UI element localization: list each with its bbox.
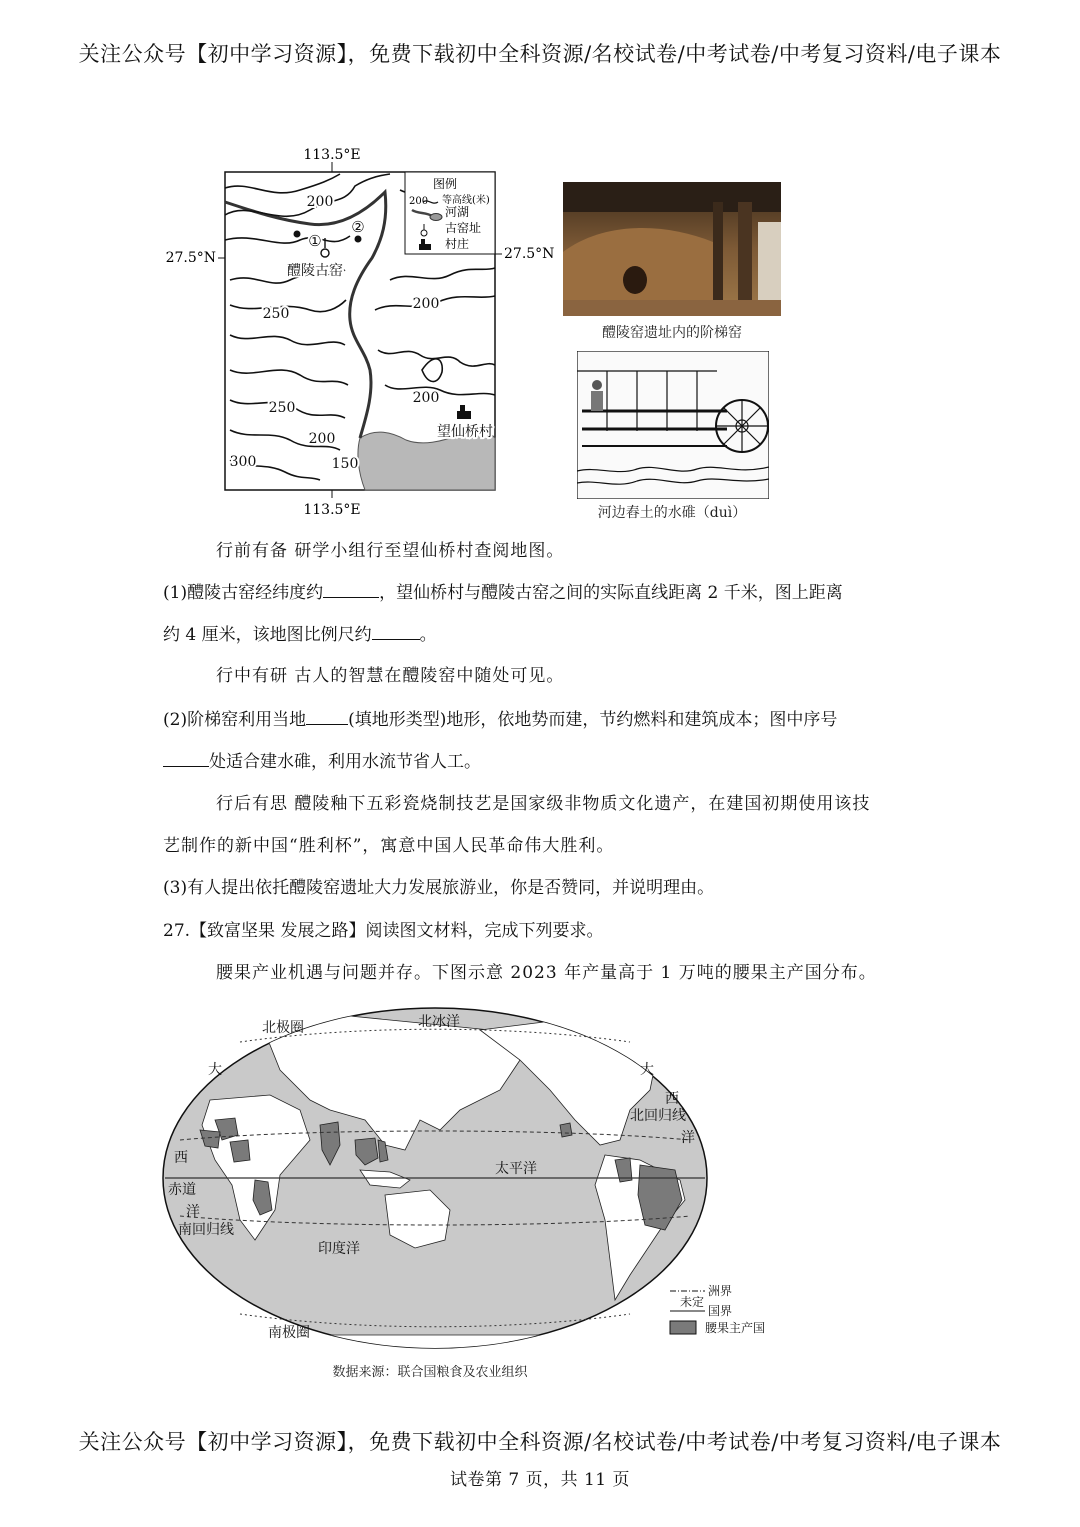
atlantic-right-1: 大 bbox=[640, 1062, 654, 1078]
world-cashew-map bbox=[160, 1000, 780, 1350]
page-number: 试卷第 7 页，共 11 页 bbox=[449, 1470, 631, 1490]
contour-label: 250 bbox=[268, 400, 296, 416]
footer-banner: 关注公众号【初中学习资源】，免费下载初中全科资源/名校试卷/中考试卷/中考复习资料/电子课本 bbox=[78, 1430, 1002, 1454]
point-2-label: ② bbox=[351, 218, 365, 236]
kiln-label: 醴陵古窑 bbox=[287, 263, 343, 279]
intro-3-line-2: 艺制作的新中国“胜利杯”，寓意中国人民革命伟大胜利。 bbox=[163, 836, 615, 856]
ocean-right-label: 洋 bbox=[681, 1130, 695, 1146]
step-kiln-photo bbox=[563, 182, 781, 316]
contour-label: 250 bbox=[262, 306, 290, 322]
arctic-ocean-label: 北冰洋 bbox=[418, 1014, 460, 1030]
contour-map bbox=[160, 140, 560, 520]
legend-cashew-producer: 腰果主产国 bbox=[705, 1321, 766, 1335]
question-3: (3)有人提出依托醴陵窑遗址大力发展旅游业，你是否赞同，并说明理由。 bbox=[163, 878, 715, 898]
atlantic-right-2: 西 bbox=[665, 1091, 679, 1107]
intro-1: 行前有备 研学小组行至望仙桥村查阅地图。 bbox=[216, 541, 565, 561]
answer-blank[interactable] bbox=[323, 581, 379, 598]
legend-undetermined: 未定 bbox=[680, 1295, 705, 1309]
legend-item: 村庄 bbox=[445, 237, 470, 251]
question-2-line-2 bbox=[163, 750, 923, 773]
equator-label: 赤道 bbox=[168, 1182, 196, 1198]
lon-bottom-label: 113.5°E bbox=[303, 502, 361, 518]
legend-continent-boundary: 洲界 bbox=[708, 1284, 733, 1298]
tropic-capricorn-label: 南回归线 bbox=[178, 1222, 234, 1238]
tropic-cancer-label: 北回归线 bbox=[630, 1108, 686, 1124]
contour-label: 200 bbox=[308, 431, 336, 447]
atlantic-left-1: 大 bbox=[208, 1062, 222, 1078]
legend-item: 河湖 bbox=[445, 205, 470, 219]
atlantic-left-2: 西 bbox=[174, 1150, 188, 1166]
photo-caption: 醴陵窑遗址内的阶梯窑 bbox=[602, 325, 742, 341]
q2-text-a: (2)阶梯窑利用当地 bbox=[163, 710, 307, 730]
q1-text-b: ，望仙桥村与醴陵古窑之间的实际直线距离 2 千米，图上距离 bbox=[379, 583, 843, 603]
legend-national-boundary: 国界 bbox=[708, 1304, 733, 1318]
q2-text-b: (填地形类型)地形，依地势而建，节约燃料和建筑成本；图中序号 bbox=[348, 710, 838, 730]
point-1-label: ① bbox=[308, 232, 322, 250]
legend-item: 等高线(米) bbox=[442, 195, 490, 206]
answer-blank[interactable] bbox=[163, 750, 209, 767]
question-2-line-1 bbox=[163, 708, 923, 731]
drawing-caption: 河边舂土的水碓（duì） bbox=[597, 505, 747, 521]
question-27: 27.【致富坚果 发展之路】阅读图文材料，完成下列要求。 bbox=[163, 921, 604, 941]
contour-label: 300 bbox=[229, 454, 257, 470]
lat-right-label: 27.5°N bbox=[504, 246, 555, 262]
indian-ocean-label: 印度洋 bbox=[318, 1241, 360, 1257]
arctic-circle-label: 北极圈 bbox=[262, 1020, 304, 1036]
intro-3-line-1: 行后有思 醴陵釉下五彩瓷烧制技艺是国家级非物质文化遗产，在建国初期使用该技 bbox=[216, 794, 871, 814]
q1-text-a: (1)醴陵古窑经纬度约 bbox=[163, 583, 324, 603]
lon-top-label: 113.5°E bbox=[303, 147, 361, 163]
question-1-line-1 bbox=[163, 581, 923, 604]
contour-label: 200 bbox=[306, 194, 334, 210]
question-1-line-2 bbox=[163, 623, 923, 646]
map-source: 数据来源：联合国粮食及农业组织 bbox=[332, 1365, 528, 1380]
answer-blank[interactable] bbox=[372, 623, 420, 640]
village-label: 望仙桥村 bbox=[437, 424, 493, 440]
q1-text-c: 约 4 厘米，该地图比例尺约 bbox=[163, 625, 372, 645]
answer-blank[interactable] bbox=[306, 708, 348, 725]
header-banner: 关注公众号【初中学习资源】，免费下载初中全科资源/名校试卷/中考试卷/中考复习资料/电子课本 bbox=[78, 42, 1002, 66]
question-27-intro: 腰果产业机遇与问题并存。下图示意 2023 年产量高于 1 万吨的腰果主产国分布。 bbox=[216, 963, 877, 983]
antarctic-circle-label: 南极圈 bbox=[268, 1325, 310, 1341]
contour-label: 200 bbox=[412, 390, 440, 406]
ocean-left-label: 洋 bbox=[186, 1204, 200, 1220]
water-pestle-drawing bbox=[577, 351, 769, 499]
legend-title: 图例 bbox=[432, 177, 458, 191]
pacific-label: 太平洋 bbox=[495, 1161, 537, 1177]
contour-label: 200 bbox=[412, 296, 440, 312]
q2-text-c: 处适合建水碓，利用水流节省人工。 bbox=[209, 752, 481, 772]
lat-left-label: 27.5°N bbox=[165, 250, 216, 266]
contour-label: 150 bbox=[331, 456, 359, 472]
q1-text-d: 。 bbox=[419, 625, 437, 645]
intro-2: 行中有研 古人的智慧在醴陵窑中随处可见。 bbox=[216, 666, 565, 686]
legend-contour-sample: 200 bbox=[409, 196, 429, 207]
legend-item: 古窑址 bbox=[445, 221, 482, 235]
